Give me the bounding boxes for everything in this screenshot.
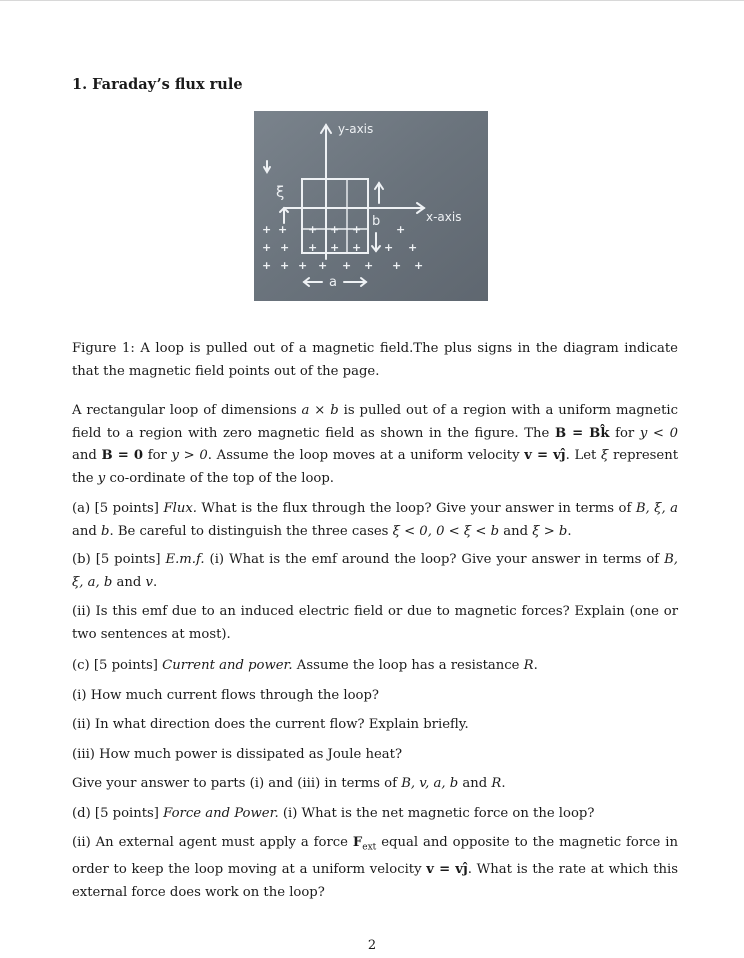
part-c-instructions: Give your answer to parts (i) and (iii) in terms of B, v, a, b and R. (72, 776, 506, 791)
plus-sign: + (278, 223, 288, 236)
plus-sign: + (262, 241, 272, 254)
plus-sign: + (298, 259, 308, 272)
y-axis-label: y-axis (338, 122, 374, 136)
part-c-ii: (ii) In what direction does the current flow? Explain briefly. (72, 717, 469, 732)
part-b-ii: (ii) Is this emf due to an induced electric field or due to magnetic forces? Explain (one or two sentences at most). (72, 604, 678, 642)
a-label: a (329, 275, 337, 290)
plus-sign: + (352, 241, 362, 254)
x-axis-label: x-axis (426, 210, 462, 224)
page-number: 2 (367, 938, 377, 953)
plus-sign: + (280, 259, 290, 272)
plus-sign: + (364, 259, 374, 272)
plus-sign: + (392, 259, 402, 272)
part-d: (d) [5 points] Force and Power. (i) What is the net magnetic force on the loop? (72, 806, 595, 821)
plus-sign: + (262, 259, 272, 272)
plus-sign: + (408, 241, 418, 254)
part-c-iii: (iii) How much power is dissipated as Joule heat? (72, 747, 403, 762)
section-title: 1. Faraday’s flux rule (72, 76, 243, 93)
plus-sign: + (318, 259, 328, 272)
plus-sign: + (330, 241, 340, 254)
b-label: b (372, 214, 381, 229)
problem-intro: A rectangular loop of dimensions a × b is pulled out of a region with a uniform magnetic field to a region with zero magnetic field as shown in the figure. The B = Bk̂ for y < 0 and B = 0 for y > 0. Assume the loop moves at a uniform velocity v = vĵ. Let ξ represent the y co-ordinate of the top of the loop. (72, 403, 679, 486)
plus-sign: + (308, 241, 318, 254)
figure-caption: Figure 1: A loop is pulled out of a magnetic field.The plus signs in the diagram indicate that the magnetic field points out of the page. (72, 341, 678, 379)
page-top-edge (0, 0, 744, 1)
photo-background (254, 111, 488, 301)
plus-sign: + (262, 223, 272, 236)
figure-photo (254, 111, 488, 301)
plus-sign: + (352, 223, 362, 236)
plus-sign: + (280, 241, 290, 254)
plus-sign: + (308, 223, 318, 236)
part-a: (a) [5 points] Flux. What is the flux through the loop? Give your answer in terms of B, ξ, a and b. Be careful to distinguish the three cases ξ < 0, 0 < ξ < b and ξ > b. (72, 501, 678, 539)
part-d-ii: (ii) An external agent must apply a force $F_{ext}$ equal and opposite to the magnetic force in order to keep the loop moving at a uniform velocity v = vĵ. What is the rate at which this external force does work on the loop? (72, 835, 678, 900)
loop-diagram (254, 111, 488, 301)
part-b: (b) [5 points] E.m.f. (i) What is the emf around the loop? Give your answer in terms of B, ξ, a, b and v. (72, 552, 678, 590)
part-c-i: (i) How much current flows through the loop? (72, 688, 380, 703)
plus-sign: + (396, 223, 406, 236)
part-c: (c) [5 points] Current and power. Assume the loop has a resistance R. (72, 658, 538, 673)
plus-sign: + (342, 259, 352, 272)
plus-sign: + (414, 259, 424, 272)
plus-sign: + (384, 241, 394, 254)
xi-label: ξ (276, 183, 285, 201)
plus-sign: + (330, 223, 340, 236)
